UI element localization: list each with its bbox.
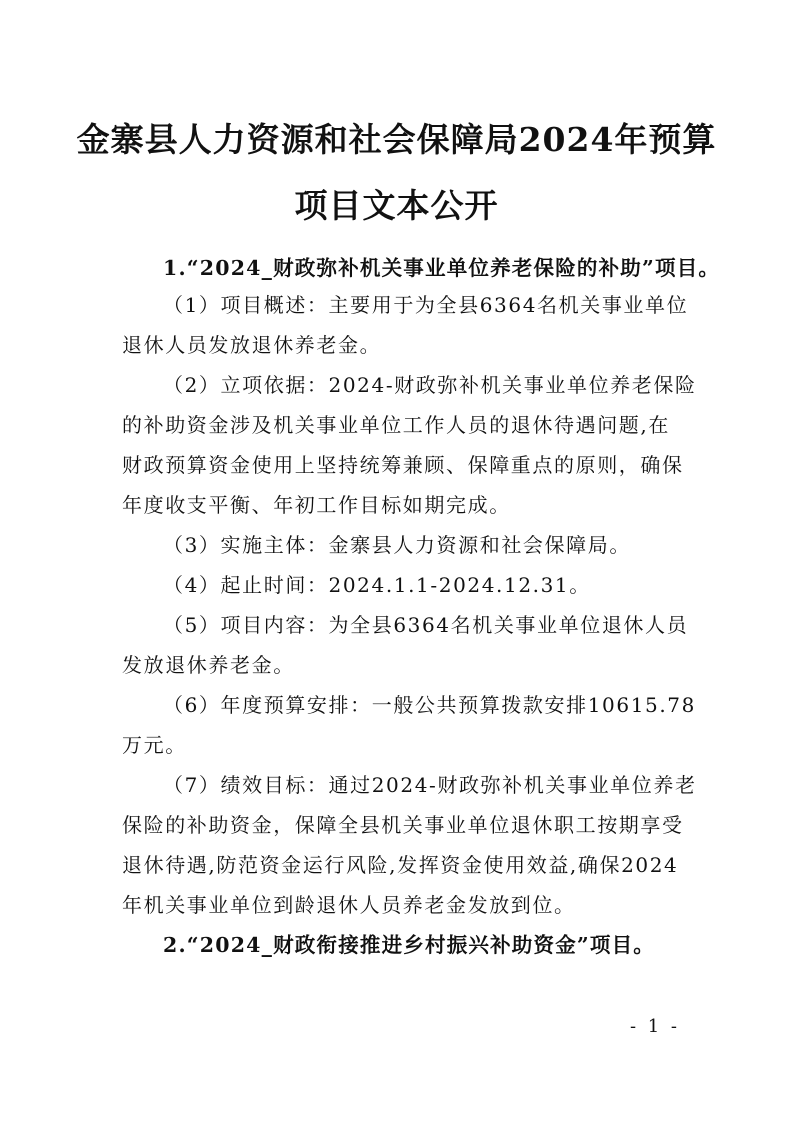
body-line: 退休待遇,防范资金运行风险,发挥资金使用效益,确保2024 <box>122 853 679 877</box>
body-line: （5）项目内容：为全县6364名机关事业单位退休人员 <box>163 613 689 637</box>
document-title-line-1: 金寨县人力资源和社会保障局2024年预算 <box>76 120 717 159</box>
body-line: 保险的补助资金，保障全县机关事业单位退休职工按期享受 <box>122 813 684 837</box>
body-line: 年度收支平衡、年初工作目标如期完成。 <box>122 493 511 517</box>
section-heading-2: 2.“2024_财政衔接推进乡村振兴补助资金”项目。 <box>163 933 655 957</box>
body-line: 发放退休养老金。 <box>122 653 295 677</box>
body-line: （4）起止时间：2024.1.1-2024.12.31。 <box>163 573 591 597</box>
body-line: （6）年度预算安排：一般公共预算拨款安排10615.78 <box>163 693 696 717</box>
body-line: 的补助资金涉及机关事业单位工作人员的退休待遇问题,在 <box>122 413 670 437</box>
document-title-line-2: 项目文本公开 <box>294 186 499 225</box>
body-line: （7）绩效目标：通过2024-财政弥补机关事业单位养老 <box>163 773 697 797</box>
body-line: （2）立项依据：2024-财政弥补机关事业单位养老保险 <box>163 373 697 397</box>
section-heading-1: 1.“2024_财政弥补机关事业单位养老保险的补助”项目。 <box>163 256 721 280</box>
body-line: 财政预算资金使用上坚持统筹兼顾、保障重点的原则，确保 <box>122 453 684 477</box>
body-line: 年机关事业单位到龄退休人员养老金发放到位。 <box>122 893 576 917</box>
body-line: 万元。 <box>122 733 187 757</box>
body-line: （1）项目概述：主要用于为全县6364名机关事业单位 <box>163 293 689 317</box>
body-line: 退休人员发放退休养老金。 <box>122 333 382 357</box>
body-line: （3）实施主体：金寨县人力资源和社会保障局。 <box>163 533 631 557</box>
page-number: - 1 - <box>629 1016 680 1037</box>
